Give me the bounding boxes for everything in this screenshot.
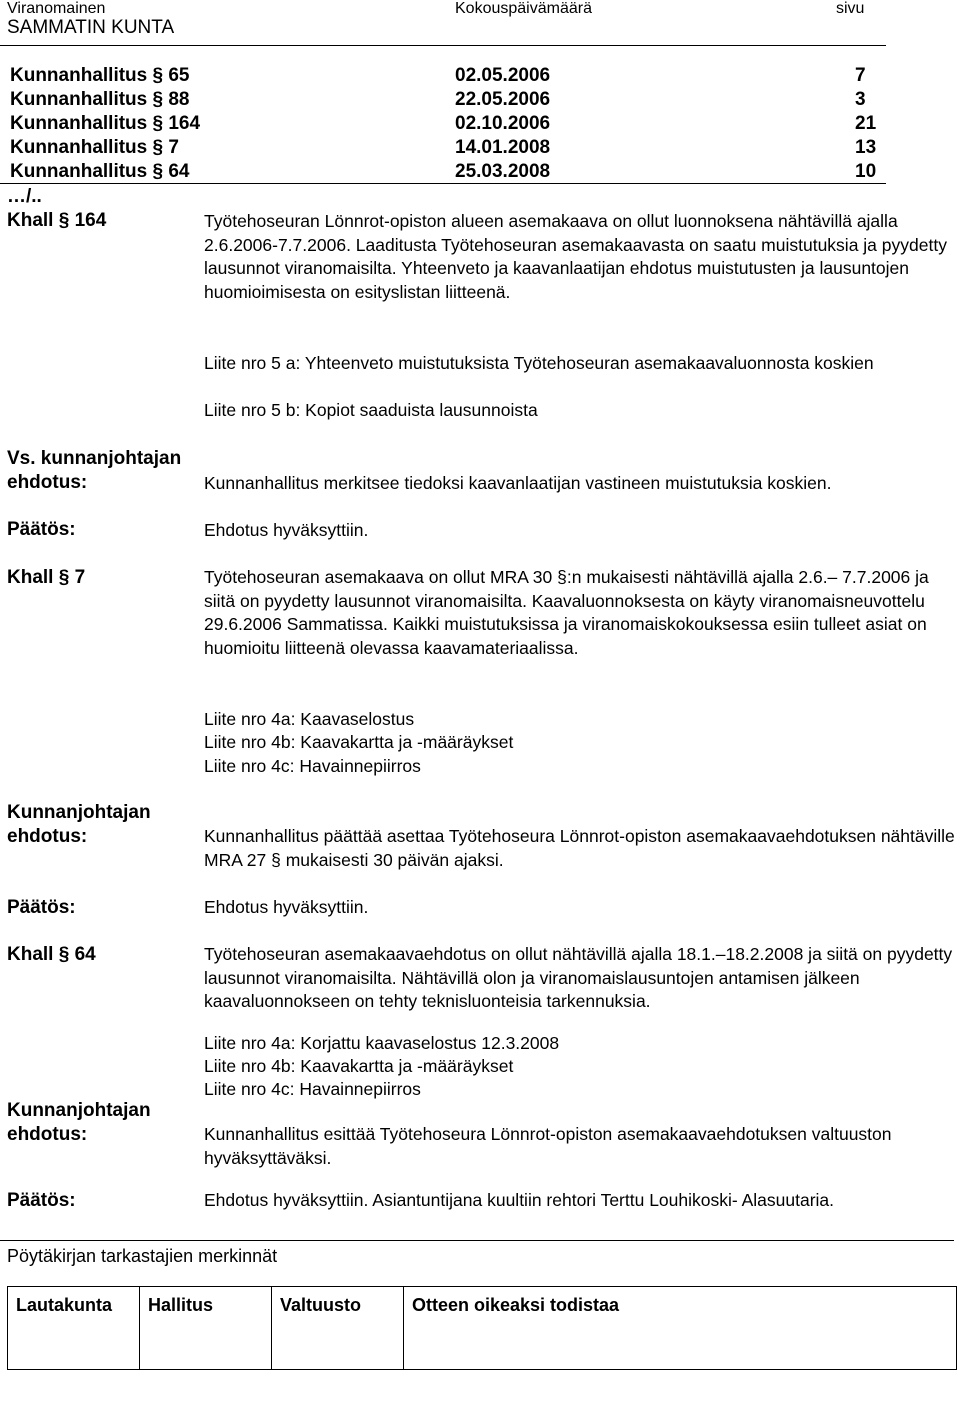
attachment-4a: Liite nro 4a: Kaavaselostus	[204, 709, 415, 729]
decision-label: Päätös:	[7, 519, 76, 540]
header-authority: Viranomainen	[7, 0, 106, 17]
section-text-khall-7: Työtehoseuran asemakaava on ollut MRA 30 §:n mukaisesti nähtävillä ajalla 2.6.– 7.7.2006 ja siitä on pyydetty lausunnot viranomaisilta. Kaavaluonnoksesta on käyty viranomaisneuvottelu 29.6.2006 Sammatissa. Kaikki muistutuksissa ja viranomaiskokouksessa esiin tulleet asiat on huomioitu liitteenä olevassa kaavamateriaalissa.	[204, 567, 929, 658]
reference-row: Kunnanhallitus § 65 02.05.2006 7	[10, 65, 866, 86]
header-meeting-date: Kokouspäivämäärä	[455, 0, 592, 17]
reference-row: Kunnanhallitus § 7 14.01.2008 13	[10, 137, 877, 158]
proposal-label-2: ehdotus:	[7, 826, 88, 847]
footer-divider	[0, 1240, 954, 1241]
proposal-text: Kunnanhallitus päättää asettaa Työtehoseura Lönnrot-opiston asemakaavaehdotuksen nähtäville MRA 27 § mukaisesti 30 päivän ajaksi.	[204, 826, 955, 870]
proposal-label-2: ehdotus:	[7, 1124, 88, 1145]
section-label-khall-164: Khall § 164	[7, 210, 107, 231]
decision-text: Ehdotus hyväksyttiin.	[204, 897, 369, 917]
attachment-5a: Liite nro 5 a: Yhteenveto muistutuksista Työtehoseuran asemakaavaluonnosta koskien	[204, 353, 874, 373]
header-page: sivu	[836, 0, 865, 17]
ellipsis: …/..	[7, 186, 42, 207]
attachment-5b: Liite nro 5 b: Kopiot saaduista lausunnoista	[204, 400, 538, 420]
reference-row: Kunnanhallitus § 64 25.03.2008 10	[10, 161, 877, 182]
section-text-khall-164: Työtehoseuran Lönnrot-opiston alueen asemakaava on ollut luonnoksena nähtävillä ajalla 2.6.2006-7.7.2006. Laaditusta Työtehoseuran asemakaavasta on saatu muistutuksia ja pyydetty lausunnot viranomaisilta. Yhteenveto ja kaavanlaatijan ehdotus muistutusten ja lausuntojen huomioimisesta on esityslistan liitteenä.	[204, 211, 947, 302]
proposal-label: Kunnanjohtajan	[7, 1100, 151, 1121]
decision-text: Ehdotus hyväksyttiin. Asiantuntijana kuultiin rehtori Terttu Louhikoski- Alasuutaria.	[204, 1190, 835, 1210]
organization-name: SAMMATIN KUNTA	[7, 17, 175, 38]
attachment-4c: Liite nro 4c: Havainnepiirros	[204, 756, 421, 776]
signature-table	[7, 1286, 957, 1370]
attachment-4a: Liite nro 4a: Korjattu kaavaselostus 12.3.2008	[204, 1033, 560, 1053]
decision-label: Päätös:	[7, 1190, 76, 1211]
decision-label: Päätös:	[7, 897, 76, 918]
attachment-4c: Liite nro 4c: Havainnepiirros	[204, 1079, 421, 1099]
attachment-4b: Liite nro 4b: Kaavakartta ja -määräykset	[204, 1056, 514, 1076]
signature-cell-valtuusto: Valtuusto	[272, 1287, 404, 1370]
attachment-4b: Liite nro 4b: Kaavakartta ja -määräykset	[204, 732, 514, 752]
reference-divider	[0, 183, 886, 184]
decision-text: Ehdotus hyväksyttiin.	[204, 520, 369, 540]
footer-title: Pöytäkirjan tarkastajien merkinnät	[7, 1246, 278, 1266]
reference-row: Kunnanhallitus § 164 02.10.2006 21	[10, 113, 877, 134]
proposal-label: Kunnanjohtajan	[7, 802, 151, 823]
proposal-text: Kunnanhallitus merkitsee tiedoksi kaavanlaatijan vastineen muistutuksia koskien.	[204, 473, 832, 493]
proposal-text: Kunnanhallitus esittää Työtehoseura Lönnrot-opiston asemakaavaehdotuksen valtuuston hyväksyttäväksi.	[204, 1124, 892, 1168]
proposal-label: Vs. kunnanjohtajan	[7, 448, 182, 469]
signature-cell-hallitus: Hallitus	[140, 1287, 272, 1370]
reference-row: Kunnanhallitus § 88 22.05.2006 3	[10, 89, 866, 110]
header-divider	[0, 45, 886, 46]
signature-cell-lautakunta: Lautakunta	[8, 1287, 140, 1370]
signature-cell-certification: Otteen oikeaksi todistaa	[404, 1287, 957, 1370]
section-label-khall-64: Khall § 64	[7, 944, 96, 965]
section-label-khall-7: Khall § 7	[7, 567, 86, 588]
section-text-khall-64: Työtehoseuran asemakaavaehdotus on ollut nähtävillä ajalla 18.1.–18.2.2008 ja siitä on pyydetty lausunnot viranomaisilta. Nähtävillä olon ja viranomaislausuntojen antamisen jälkeen kaavaluonnokseen on tehty teknisluonteisia tarkennuksia.	[204, 944, 953, 1012]
proposal-label-2: ehdotus:	[7, 472, 88, 493]
